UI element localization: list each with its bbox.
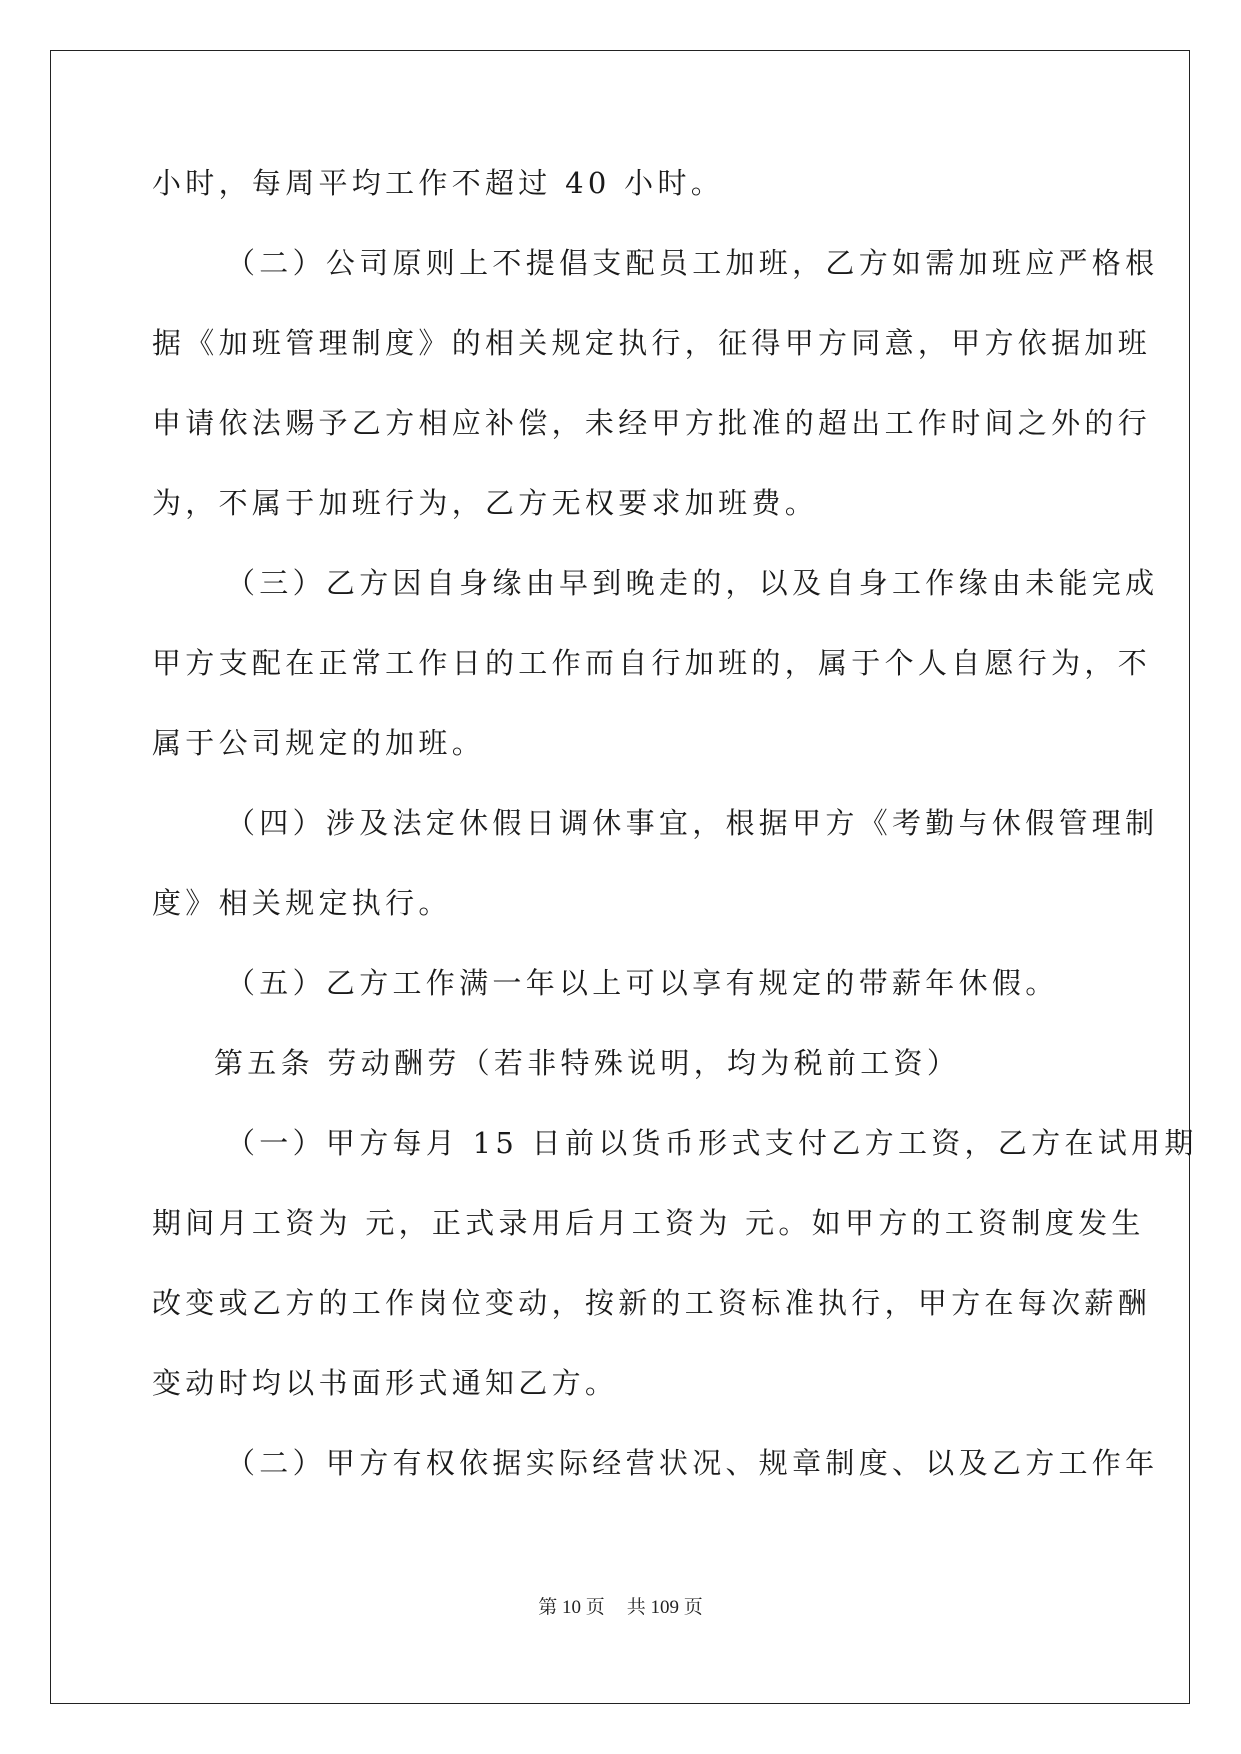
text-line: （一）甲方每月 15 日前以货币形式支付乙方工资，乙方在试用期 [226, 1126, 1198, 1160]
text-line: 期间月工资为 元，正式录用后月工资为 元。如甲方的工资制度发生 [152, 1206, 1145, 1240]
text-line: 据《加班管理制度》的相关规定执行，征得甲方同意，甲方依据加班 [152, 326, 1152, 360]
text-line: 改变或乙方的工作岗位变动，按新的工资标准执行，甲方在每次薪酬 [152, 1286, 1152, 1320]
section-heading: 第五条 劳动酬劳（若非特殊说明，均为税前工资） [214, 1046, 961, 1080]
text-line: （二）甲方有权依据实际经营状况、规章制度、以及乙方工作年 [226, 1446, 1159, 1480]
text-line: 小时，每周平均工作不超过 40 小时。 [152, 166, 725, 200]
text-line: 申请依法赐予乙方相应补偿，未经甲方批准的超出工作时间之外的行 [152, 406, 1152, 440]
text-line: （三）乙方因自身缘由早到晚走的，以及自身工作缘由未能完成 [226, 566, 1159, 600]
page-number: 第 10 页 [538, 1597, 605, 1618]
text-line: 为，不属于加班行为，乙方无权要求加班费。 [152, 486, 819, 520]
text-line: （五）乙方工作满一年以上可以享有规定的带薪年休假。 [226, 966, 1059, 1000]
text-line: 变动时均以书面形式通知乙方。 [152, 1366, 619, 1400]
text-line: （四）涉及法定休假日调休事宜，根据甲方《考勤与休假管理制 [226, 806, 1159, 840]
text-line: 甲方支配在正常工作日的工作而自行加班的，属于个人自愿行为，不 [152, 646, 1152, 680]
document-body [152, 163, 1198, 1483]
text-line: 度》相关规定执行。 [152, 886, 452, 920]
text-line: 属于公司规定的加班。 [152, 726, 486, 760]
text-line: （二）公司原则上不提倡支配员工加班，乙方如需加班应严格根 [226, 246, 1159, 280]
page-footer [0, 1596, 1241, 1620]
page-total: 共 109 页 [626, 1597, 703, 1618]
